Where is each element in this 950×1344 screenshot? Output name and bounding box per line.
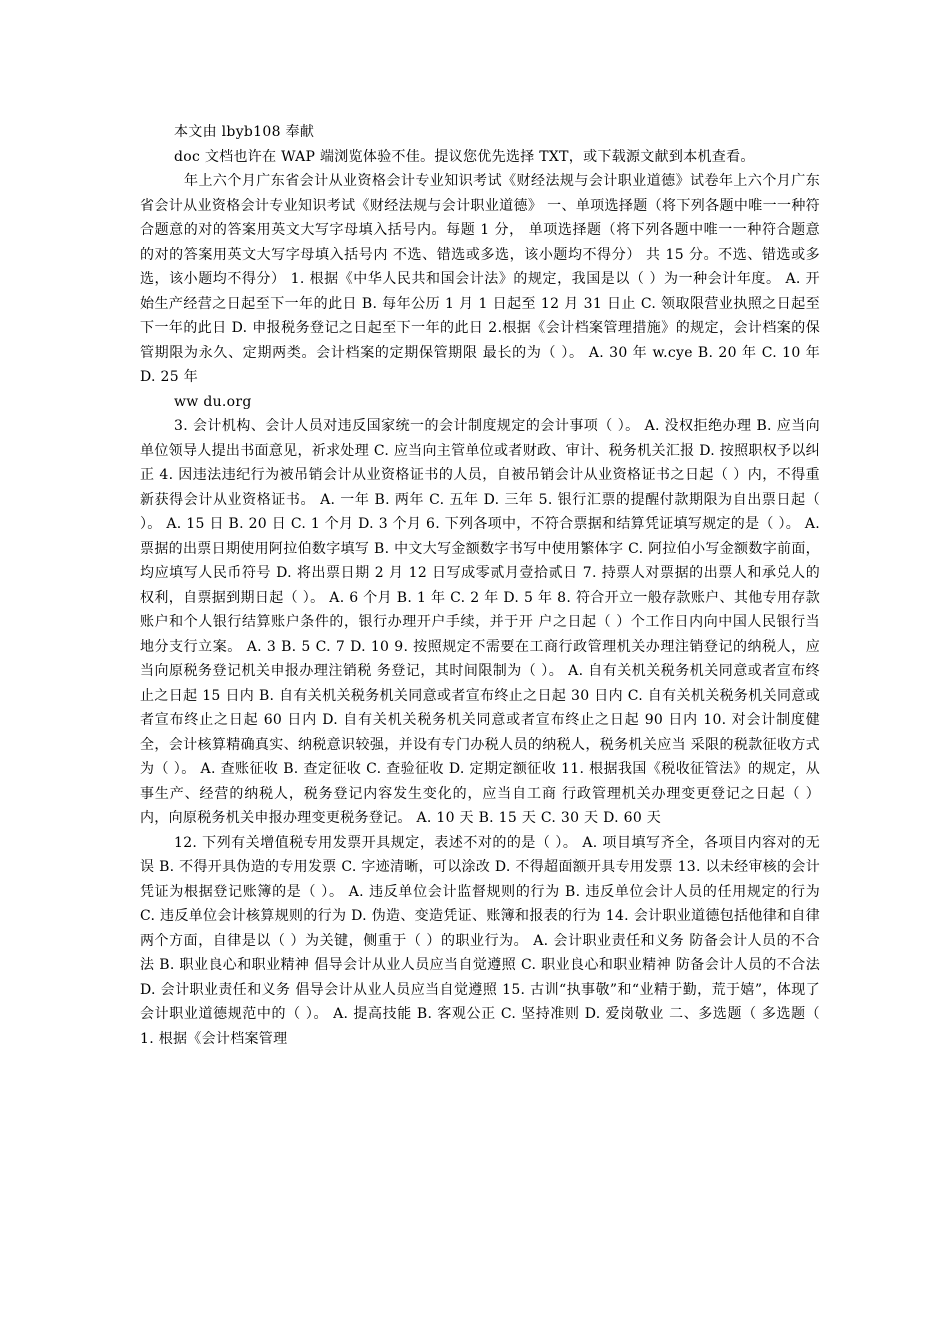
document-page [140,120,820,1051]
paragraph-questions-12-15: 12. 下列有关增值税专用发票开具规定，表述不对的的是（ ）。 A. 项目填写齐全，各项目内容对的无误 B. 不得开具伪造的专用发票 C. 字迹清晰，可以涂改 D. 不得超面额开具专用发票 13. 以未经审核的会计凭证为根据登记账簿的是（ ）。 A. 违反单位会计监督规则的行为 B. 违反单位会计人员的任用规定的行为 C. 违反单位会计核算规则的行为 D. 伪造、变造凭证、账簿和报表的行为 14. 会计职业道德包括他律和自律两个方面，自律是以（ ）为关键，侧重于（ ）的职业行为。 A. 会计职业责任和义务 防备会计人员的不合法 B. 职业良心和职业精神 倡导会计从业人员应当自觉遵照 C. 职业良心和职业精神 防备会计人员的不合法 D. 会计职业责任和义务 倡导会计从业人员应当自觉遵照 15. 古训“执事敬”和“业精于勤，荒于嬉”，体现了会计职业道德规范中的（ ）。 A. 提高技能 B. 客观公正 C. 坚持准则 D. 爱岗敬业 二、多选题（ 多选题（ 1. 根据《会计档案管理 [140,834,820,1047]
header-line: 本文由 lbyb108 奉献 [174,124,315,140]
paragraph-questions-3-11: 3. 会计机构、会计人员对违反国家统一的会计制度规定的会计事项（ ）。 A. 没权拒绝办理 B. 应当向单位领导人提出书面意见，祈求处理 C. 应当向主管单位或者财政、审计、税务机关汇报 D. 按照职权予以纠正 4. 因违法违纪行为被吊销会计从业资格证书的人员，自被吊销会计从业资格证书之日起（ ）内，不得重 新获得会计从业资格证书。 A. 一年 B. 两年 C. 五年 D. 三年 5. 银行汇票的提醒付款期限为自出票日起（ ）。 A. 15 日 B. 20 日 C. 1 个月 D. 3 个月 6. 下列各项中，不符合票据和结算凭证填写规定的是（ ）。 A. 票据的出票日期使用阿拉伯数字填写 B. 中文大写金额数字书写中使用繁体字 C. 阿拉伯小写金额数字前面，均应填写人民币符号 D. 将出票日期 2 月 12 日写成零贰月壹拾贰日 7. 持票人对票据的出票人和承兑人的权利，自票据到期日起（ ）。 A. 6 个月 B. 1 年 C. 2 年 D. 5 年 8. 符合开立一般存款账户、其他专用存款账户和个人银行结算账户条件的，银行办理开户手续，并于开 户之日起（ ）个工作日内向中国人民银行当地分支行立案。 A. 3 B. 5 C. 7 D. 10 9. 按照规定不需要在工商行政管理机关办理注销登记的纳税人，应当向原税务登记机关申报办理注销税 务登记，其时间限制为（ ）。 A. 自有关机关税务机关同意或者宣布终止之日起 15 日内 B. 自有关机关税务机关同意或者宣布终止之日起 30 日内 C. 自有关机关税务机关同意或者宣布终止之日起 60 日内 D. 自有关机关税务机关同意或者宣布终止之日起 90 日内 10. 对会计制度健全，会计核算精确真实、纳税意识较强，并设有专门办税人员的纳税人，税务机关应当 采限的税款征收方式为（ ）。 A. 查账征收 B. 查定征收 C. 查验征收 D. 定期定额征收 11. 根据我国《税收征管法》的规定，从事生产、经营的纳税人，税务登记内容发生变化的，应当自工商 行政管理机关办理变更登记之日起（ ）内，向原税务机关申报办理变更税务登记。 A. 10 天 B. 15 天 C. 30 天 D. 60 天 [140,418,820,826]
notice-line: doc 文档也许在 WAP 端浏览体验不佳。提议您优先选择 TXT，或下载源文献到本机查看。 [174,148,755,165]
paragraph-exam-intro: 年上六个月广东省会计从业资格会计专业知识考试《财经法规与会计职业道德》试卷年上六个月广东省会计从业资格会计专业知识考试《财经法规与会计职业道德》 一、单项选择题（将下列各题中唯一一种符合题意的对的答案用英文大写字母填入括号内。每题 1 分， 单项选择题（将下列各题中唯一一种符合题意的对的答案用英文大写字母填入括号内 不选、错选或多选，该小题均不得分） 共 15 分。不选、错选或多选，该小题均不得分） 1. 根据《中华人民共和国会计法》的规定，我国是以（ ）为一种会计年度。 A. 开始生产经营之日起至下一年的此日 B. 每年公历 1 月 1 日起至 12 月 31 日止 C. 领取限营业执照之日起至下一年的此日 D. 申报税务登记之日起至下一年的此日 2.根据《会计档案管理措施》的规定，会计档案的保管期限为永久、定期两类。会计档案的定期保管期限 最长的为（ ）。 A. 30 年 w.cye B. 20 年 C. 10 年 D. 25 年 [140,173,820,385]
paragraph-url: ww du.org [174,393,252,410]
